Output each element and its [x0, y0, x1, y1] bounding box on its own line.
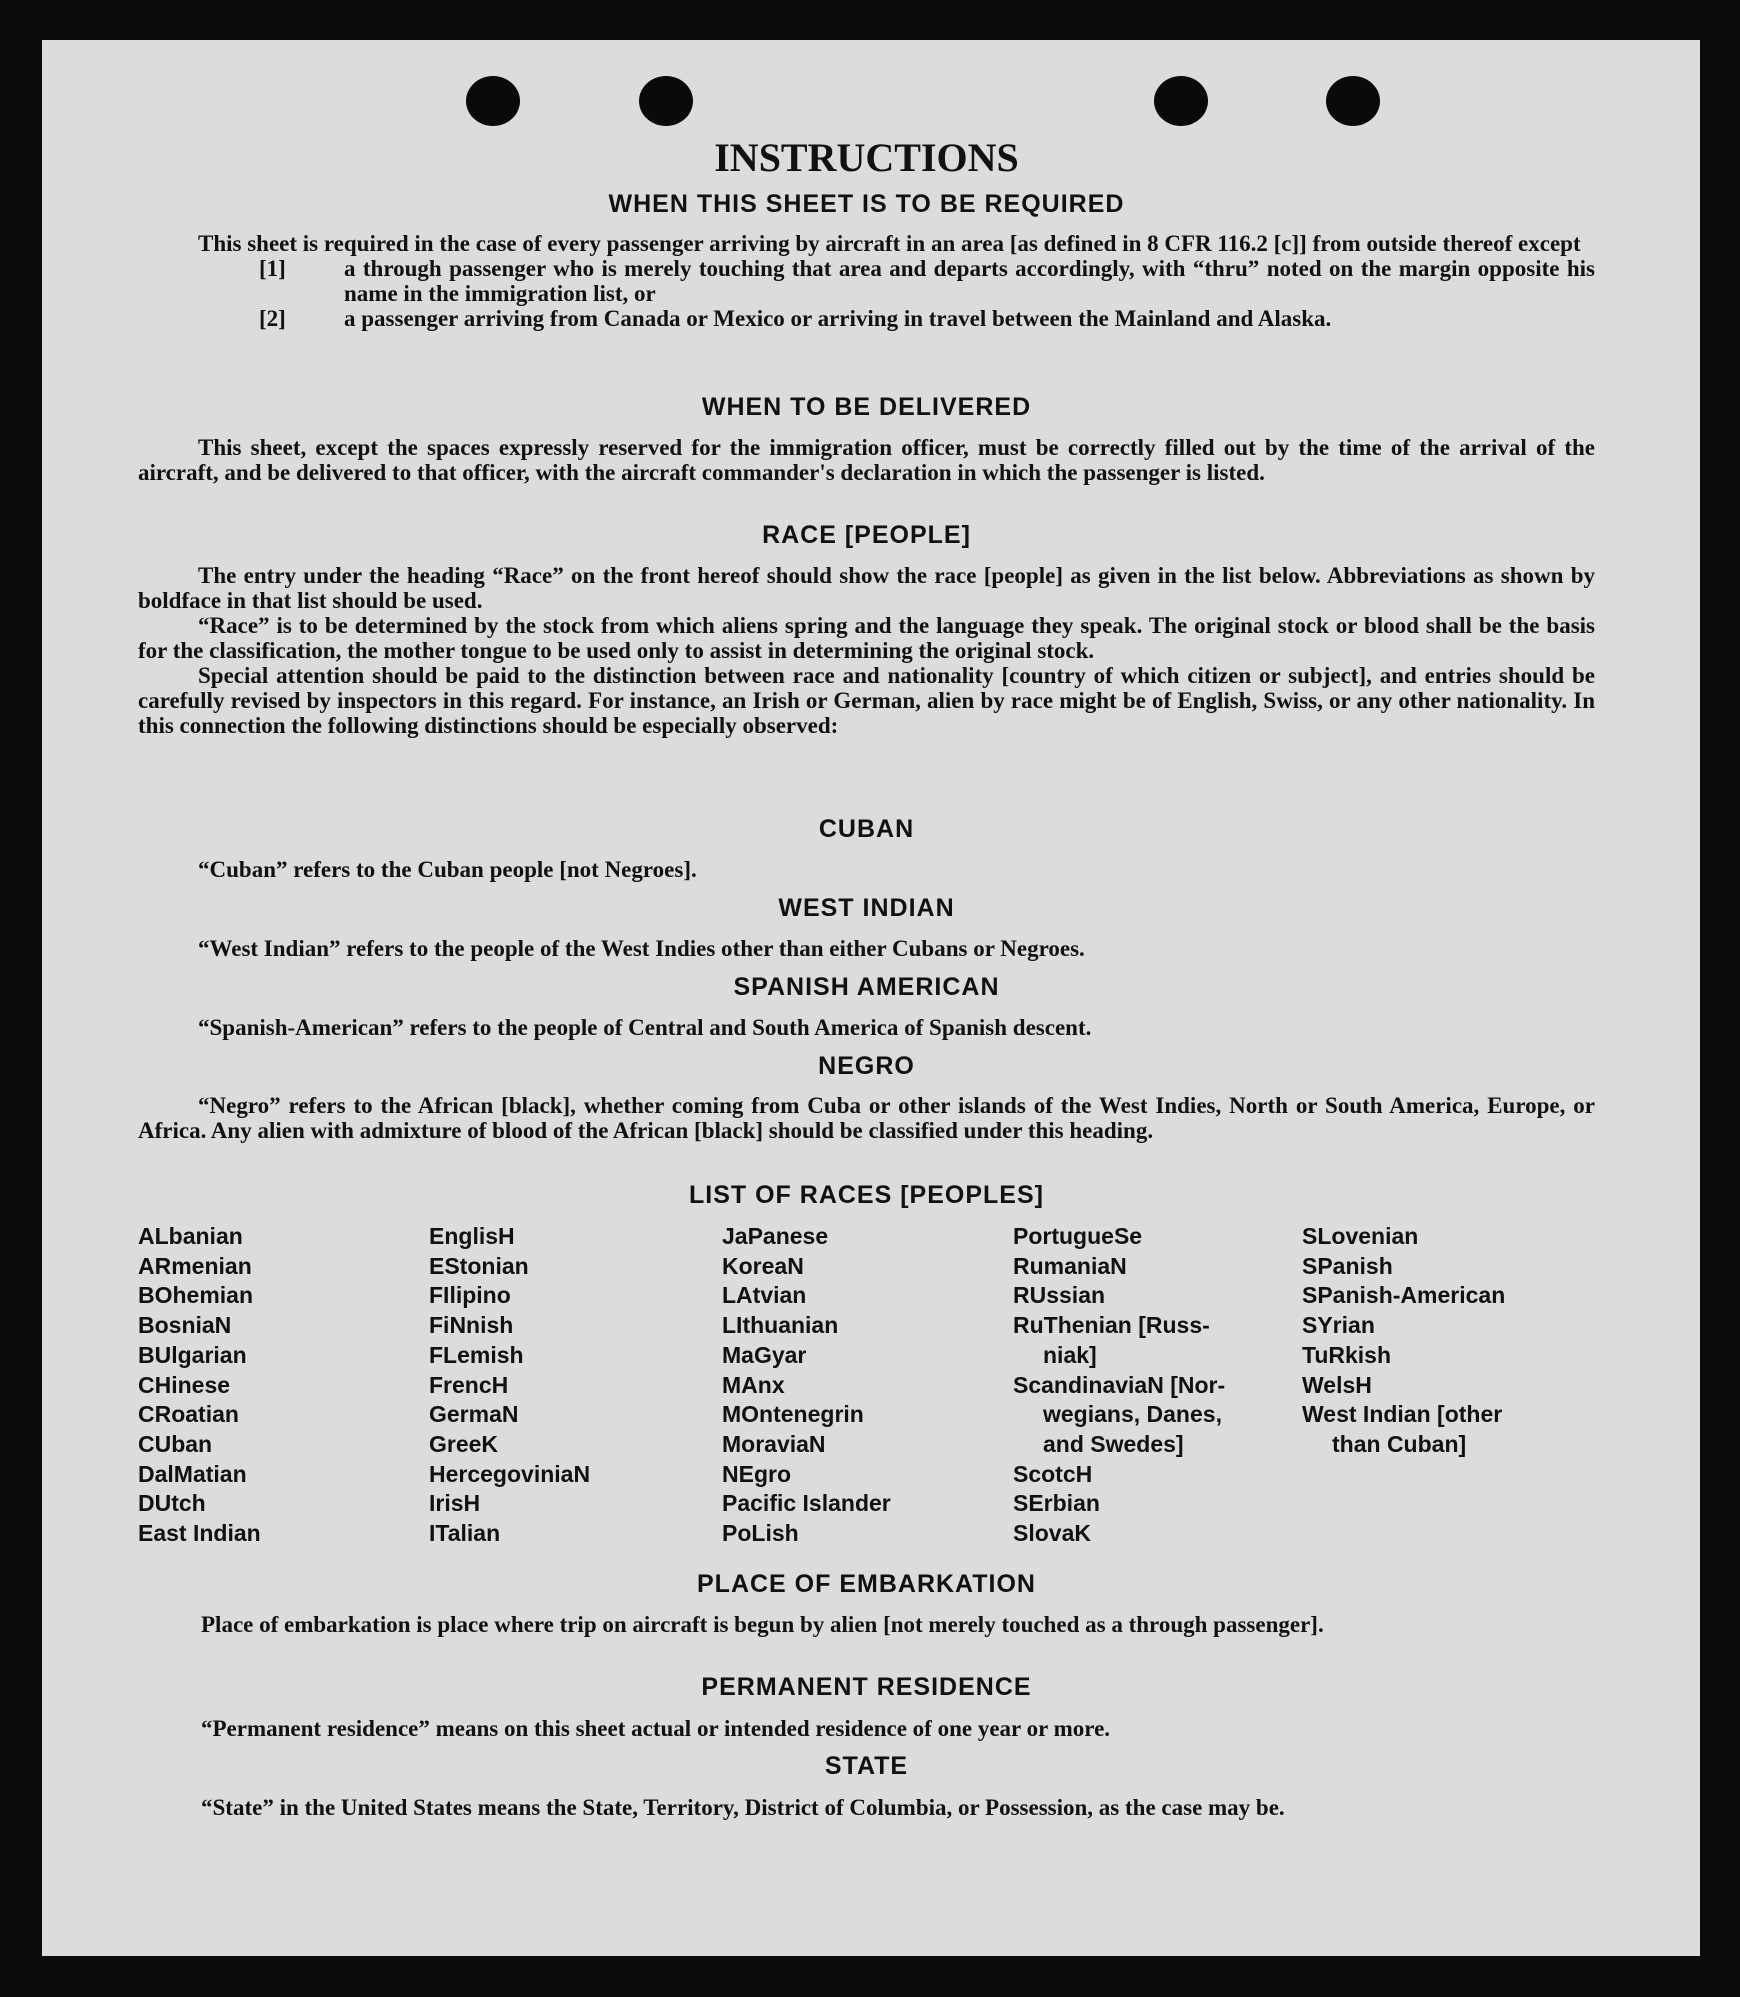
race-list-item: MOntenegrin [722, 1401, 864, 1428]
race-list-item: DUtch [138, 1490, 206, 1517]
heading-negro: NEGRO [818, 1052, 915, 1080]
race-list-item: FiNnish [429, 1312, 514, 1339]
race-list-column [429, 1222, 590, 1549]
race-paragraph: Special attention should be paid to the distinction between race and nationality [country of which citizen or subject], and entries should be carefully revised by inspectors in this regard. For instance, an Irish or German, alien by race might be of English, Swiss, or any other nationality. In this connection the following distinctions should be especially observed: [138, 663, 1595, 738]
race-paragraph: The entry under the heading “Race” on the front hereof should show the race [people] as given in the list below. Abbreviations as shown by boldface in that list should be used. [138, 563, 1595, 613]
heading-residence: PERMANENT RESIDENCE [701, 1673, 1032, 1701]
heading-required: WHEN THIS SHEET IS TO BE REQUIRED [608, 190, 1125, 218]
punch-hole [1326, 76, 1380, 126]
race-list-column [1302, 1222, 1505, 1460]
heading-state: STATE [824, 1752, 909, 1780]
delivered-text: This sheet, except the spaces expressly reserved for the immigration officer, must be correctly filled out by the time of the arrival of the aircraft, and be delivered to that officer, with the aircraft commander's declaration in which the passenger is listed. [138, 435, 1595, 485]
race-list-item: BOhemian [138, 1282, 254, 1309]
heading-spanish-american: SPANISH AMERICAN [733, 973, 1000, 1001]
race-list-item: ScandinaviaN [Nor- [1013, 1371, 1226, 1398]
race-list-item: JaPanese [722, 1223, 829, 1249]
race-list-item: CHinese [138, 1371, 231, 1398]
race-list-item: SYrian [1302, 1312, 1375, 1339]
heading-list: LIST OF RACES [PEOPLES] [689, 1181, 1044, 1209]
race-list-column [138, 1222, 261, 1549]
race-list-item: EStonian [429, 1252, 529, 1279]
race-list-item: FLemish [429, 1341, 524, 1368]
race-list-item: SLovenian [1302, 1223, 1419, 1249]
negro-text: “Negro” refers to the African [black], whether coming from Cuba or other islands of the West Indies, North or South America, Europe, or Africa. Any alien with admixture of blood of the African [black] should be classified under this heading. [138, 1093, 1595, 1143]
race-list-item: GreeK [429, 1430, 499, 1457]
race-list-item: LAtvian [722, 1282, 807, 1309]
race-list-column [722, 1222, 891, 1549]
residence-text: “Permanent residence” means on this sheet actual or intended residence of one year or more. [201, 1716, 1111, 1741]
heading-race: RACE [PEOPLE] [762, 521, 971, 549]
punch-hole [466, 76, 520, 126]
race-list-item: RUssian [1013, 1282, 1106, 1309]
race-list-item: IrisH [429, 1490, 481, 1517]
heading-delivered: WHEN TO BE DELIVERED [701, 393, 1032, 421]
race-list-item: FrencH [429, 1371, 509, 1398]
section-delivered [138, 435, 1595, 485]
heading-west-indian: WEST INDIAN [778, 894, 955, 922]
race-list-item: GermaN [429, 1401, 519, 1428]
race-list-item: BosniaN [138, 1312, 232, 1339]
race-list-item: FIlipino [429, 1282, 511, 1309]
heading-embarkation: PLACE OF EMBARKATION [697, 1570, 1036, 1598]
section-state [141, 1795, 1598, 1820]
race-list-item: SErbian [1013, 1490, 1100, 1517]
race-list-item: niak] [1043, 1341, 1097, 1368]
section-negro [138, 1093, 1595, 1143]
race-list-item: LIthuanian [722, 1312, 839, 1339]
race-list-item: MoraviaN [722, 1430, 826, 1457]
race-list-item: PoLish [722, 1520, 799, 1547]
exception-item [0, 256, 1595, 306]
race-list-item: RumaniaN [1013, 1252, 1127, 1279]
punch-hole [639, 76, 693, 126]
embarkation-text: Place of embarkation is place where trip on aircraft is begun by alien [not merely touched as a through passenger]. [201, 1612, 1324, 1637]
race-list-item: DalMatian [138, 1460, 247, 1487]
race-list-item: ScotcH [1013, 1460, 1093, 1487]
state-text: “State” in the United States means the State, Territory, District of Columbia, or Possession, as the case may be. [201, 1795, 1285, 1820]
race-list-item: NEgro [722, 1460, 791, 1487]
race-list-item: ARmenian [138, 1252, 252, 1279]
section-required [138, 231, 1595, 331]
page-title: INSTRUCTIONS [714, 135, 1019, 180]
race-list-item: than Cuban] [1332, 1430, 1467, 1457]
item-number: [1] [259, 256, 286, 281]
race-list-item: SPanish-American [1302, 1282, 1506, 1309]
race-list-item: SPanish [1302, 1252, 1393, 1279]
race-list-item: West Indian [other [1302, 1401, 1503, 1428]
race-list-item: BUlgarian [138, 1341, 247, 1368]
race-list-item: CUban [138, 1430, 213, 1457]
race-list-item: WelsH [1302, 1371, 1372, 1398]
race-list-item: KoreaN [722, 1252, 804, 1279]
race-list-item: CRoatian [138, 1401, 239, 1428]
item-number: [2] [259, 306, 286, 331]
section-spanish-american [138, 1015, 1595, 1040]
exception-item [0, 306, 1595, 331]
spanish-american-text: “Spanish-American” refers to the people of Central and South America of Spanish descent. [198, 1015, 1092, 1040]
section-embarkation [141, 1612, 1598, 1637]
race-list-column [1013, 1222, 1225, 1549]
race-list-item: RuThenian [Russ- [1013, 1312, 1210, 1339]
section-residence [141, 1716, 1598, 1741]
race-list-item: SlovaK [1013, 1520, 1091, 1547]
race-list-item: and Swedes] [1043, 1430, 1184, 1457]
heading-cuban: CUBAN [818, 815, 915, 843]
race-list-item: East Indian [138, 1520, 261, 1547]
race-list-item: Pacific Islander [722, 1490, 891, 1517]
section-west-indian [138, 936, 1595, 961]
race-list-item: MaGyar [722, 1341, 807, 1368]
punch-hole [1154, 76, 1208, 126]
required-intro: This sheet is required in the case of every passenger arriving by aircraft in an area [as defined in 8 CFR 116.2 [c]] from outside thereof except [198, 231, 1581, 256]
race-list-item: TuRkish [1302, 1341, 1392, 1368]
west-indian-text: “West Indian” refers to the people of the West Indies other than either Cubans or Negroes. [198, 936, 1085, 961]
race-paragraph: “Race” is to be determined by the stock from which aliens spring and the language they speak. The original stock or blood shall be the basis for the classification, the mother tongue to be used only to assist in determining the original stock. [138, 613, 1595, 663]
race-list-item: ITalian [429, 1520, 501, 1547]
race-list-item: wegians, Danes, [1043, 1401, 1222, 1428]
race-list-item: EnglisH [429, 1223, 515, 1249]
race-list-item: HercegoviniaN [429, 1460, 591, 1487]
race-list-item: PortugueSe [1013, 1223, 1143, 1249]
cuban-text: “Cuban” refers to the Cuban people [not Negroes]. [198, 857, 697, 882]
race-list-item: MAnx [722, 1371, 785, 1398]
race-list-item: ALbanian [138, 1223, 243, 1249]
item-text: a passenger arriving from Canada or Mexico or arriving in travel between the Mainland and Alaska. [344, 306, 1332, 331]
section-cuban [138, 857, 1595, 882]
section-race [138, 563, 1595, 738]
item-text: a through passenger who is merely touching that area and departs accordingly, with “thru” noted on the margin opposite his name in the immigration list, or [344, 256, 1595, 306]
